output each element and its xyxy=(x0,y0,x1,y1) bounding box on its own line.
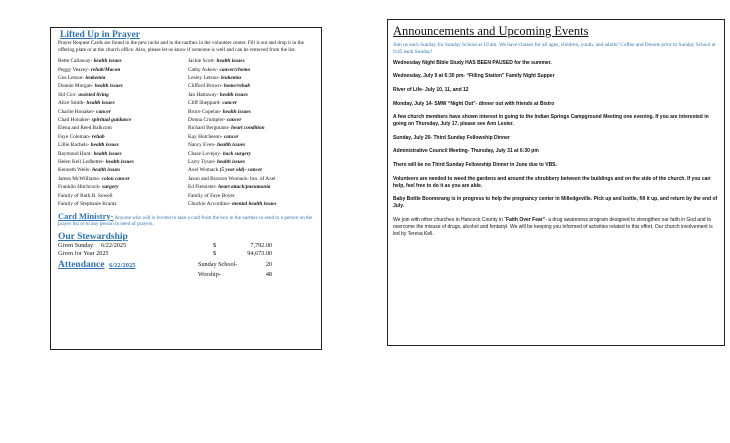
announcement-item: There will be no Third Sunday Fellowship Dinner in June due to VBS. xyxy=(393,162,557,169)
prayer-condition: cancer xyxy=(226,117,242,124)
prayer-condition: back surgery xyxy=(223,150,252,157)
prayer-list-item xyxy=(58,66,188,74)
prayer-name: Lesley Letson- xyxy=(188,75,220,81)
prayer-name: Peggy Veazey- xyxy=(58,66,90,73)
prayer-condition: surgery xyxy=(102,184,119,191)
stewardship-row xyxy=(58,242,314,250)
prayer-condition: mental health issues xyxy=(232,201,277,208)
prayer-list-item xyxy=(58,141,188,149)
prayer-condition: heart condition xyxy=(231,125,265,132)
announcement-item: Sunday, July 20- Third Sunday Fellowship Dinner xyxy=(393,134,510,141)
prayer-name: Axel Womack xyxy=(188,167,219,174)
prayer-list-item xyxy=(188,192,318,200)
prayer-list xyxy=(58,57,314,208)
prayer-name: Jan Hattaway- xyxy=(188,91,219,98)
prayer-list-item xyxy=(58,150,188,158)
prayer-name: Bruce Copelan- xyxy=(188,108,222,115)
prayer-name: Family of Ruth B. Sowell xyxy=(58,192,113,199)
prayer-name: Clifford Brown- xyxy=(188,83,223,90)
prayer-condition: spiritual guidance xyxy=(91,117,132,124)
announcement-item: Monday, July 14- SMW “Night Out”- dinner out with friends at Bistro xyxy=(393,100,555,107)
prayer-list-item xyxy=(188,91,318,99)
stewardship-amount: 7,792.00 xyxy=(250,241,272,249)
prayer-condition: home/rehab xyxy=(223,83,251,90)
prayer-condition: cancer xyxy=(96,108,111,115)
prayer-name: Cathy Askew- xyxy=(188,66,219,73)
attendance-row xyxy=(58,261,314,270)
prayer-condition: cancer/chemo xyxy=(219,66,251,73)
prayer-list-item xyxy=(58,124,188,132)
prayer-list-item xyxy=(188,175,318,183)
prayer-condition: cancer xyxy=(223,133,239,140)
stewardship-amount: 94,673.00 xyxy=(247,249,272,257)
stewardship-row xyxy=(58,250,314,258)
prayer-name: Gus Letson- xyxy=(58,75,85,81)
prayer-condition: assisted living xyxy=(78,91,109,98)
prayer-condition: health issues xyxy=(92,167,121,174)
prayer-condition: health issues xyxy=(217,142,246,149)
prayer-condition: rehab/Macon xyxy=(90,66,121,73)
prayer-condition: (5 year old)- cancer xyxy=(219,167,263,174)
prayer-name: Nancy Even- xyxy=(188,142,216,149)
prayer-intro: Prayer Request Cards are found in the pew racks and in the narthex in the volunteer center. Fill it out and drop it in the offering plate or at the church office. Also, please let us know if someone is well and can be removed from the list. xyxy=(58,40,304,53)
prayer-list-item xyxy=(58,175,188,183)
announcement-item: Administrative Council Meeting- Thursday, July 31 at 6:30 pm xyxy=(393,148,539,155)
card-ministry xyxy=(58,210,314,228)
prayer-list-item xyxy=(188,133,318,141)
announcement-item: Volunteers are needed to weed the gardens and around the shrubbery between the buildings and on the side of the church. If you can help, feel free to do it as you are able. xyxy=(393,175,711,189)
prayer-name: Donnie Morgan- xyxy=(58,83,94,90)
prayer-list-item xyxy=(188,124,318,132)
prayer-list-item xyxy=(188,57,318,65)
prayer-name: Alice Smith- xyxy=(58,100,86,107)
card-ministry-title: Card Ministry- xyxy=(58,210,114,221)
prayer-list-item xyxy=(58,108,188,116)
prayer-list-item xyxy=(188,141,318,149)
prayer-name: Family of Faye Boyer xyxy=(188,192,235,199)
prayer-name: Lillie Rachels- xyxy=(58,142,90,149)
prayer-name: Bette Callaway- xyxy=(58,58,93,65)
attendance-label: Sunday School- xyxy=(198,261,238,269)
prayer-name: Jason and Braxton Womack- bro. of Axel xyxy=(188,175,276,182)
prayer-name: Kay Hutcheson- xyxy=(188,133,223,140)
prayer-list-item xyxy=(188,200,318,208)
stewardship-label: Given for Year 2025 xyxy=(58,249,109,257)
prayer-condition: health issues xyxy=(222,108,251,115)
prayer-name: Cliff Sheppard- xyxy=(188,100,222,107)
prayer-title: Lifted Up in Prayer xyxy=(60,30,140,40)
prayer-list-item xyxy=(58,158,188,166)
prayer-condition: health issues xyxy=(93,58,122,65)
prayer-condition: health issues xyxy=(86,100,115,107)
announcements-intro: Join us each Sunday for Sunday School at 10 am. We have classes for all ages, children, youth, and adults! Coffee and Donuts prior to Sunday School at 9:45 each Sunday! xyxy=(393,42,716,55)
prayer-name: Richard Bergmann- xyxy=(188,125,230,132)
prayer-list-item xyxy=(188,82,318,90)
prayer-list-item xyxy=(188,150,318,158)
card-ministry-text: Anyone who will is invited to take a card from the box in the narthex to send to a person on the prayer list or to any person in need of prayers. xyxy=(58,214,313,228)
prayer-condition: leukemia xyxy=(85,75,106,81)
prayer-condition: heart attack/pneumonia xyxy=(218,184,271,191)
prayer-name: Helen Kell Ledbetter- xyxy=(58,159,105,166)
attendance-label: Worship- xyxy=(198,270,221,278)
prayer-list-item xyxy=(58,133,188,141)
announcement-item: Wednesday Night Bible Study HAS BEEN PAUSED for the summer. xyxy=(393,59,552,66)
attendance-heading: Attendance 6/22/2025 xyxy=(58,260,136,271)
stewardship-label: Given Sunday 6/22/2025 xyxy=(58,241,127,249)
stewardship-title: Our Stewardship xyxy=(58,231,128,242)
prayer-panel xyxy=(50,27,322,350)
announcements-panel xyxy=(387,19,725,346)
stewardship-table xyxy=(58,242,314,259)
prayer-list-item xyxy=(188,183,318,191)
prayer-list-item xyxy=(58,166,188,174)
prayer-list-col2 xyxy=(188,57,318,208)
prayer-name: Sid Cox- xyxy=(58,91,77,98)
prayer-condition: health issues xyxy=(219,91,248,98)
prayer-list-item xyxy=(188,99,318,107)
prayer-list-item xyxy=(188,116,318,124)
prayer-name: Elena and Reed Balkcom xyxy=(58,125,112,132)
prayer-name: Donna Crumpler- xyxy=(188,117,226,124)
attendance-value: 48 xyxy=(265,270,272,278)
prayer-list-item xyxy=(58,192,188,200)
prayer-list-item xyxy=(58,99,188,107)
prayer-name: Ed Flemister- xyxy=(188,184,217,191)
prayer-name: Jackie Scott- xyxy=(188,58,216,65)
prayer-name: Kenneth Wells- xyxy=(58,167,91,174)
prayer-name: Family of Stephanie Krantz xyxy=(58,201,117,208)
prayer-name: James McWilliams- xyxy=(58,175,101,182)
announcements-title: Announcements and Upcoming Events xyxy=(393,24,589,38)
announcement-item: Wednesday, July 9 at 6:30 pm- “Filling Station” Family Night Supper xyxy=(393,73,555,80)
prayer-list-item xyxy=(58,82,188,90)
prayer-list-item xyxy=(58,74,188,82)
prayer-condition: health issues xyxy=(216,159,246,166)
prayer-list-item xyxy=(58,91,188,99)
prayer-name: Charlie Honaker- xyxy=(58,108,95,115)
prayer-name: Larry Tyson- xyxy=(188,159,216,166)
prayer-condition: colon cancer xyxy=(101,175,130,182)
prayer-list-item xyxy=(188,108,318,116)
prayer-list-item xyxy=(58,183,188,191)
prayer-condition: health issues xyxy=(105,159,134,166)
stewardship-currency: $ xyxy=(213,249,217,257)
prayer-list-item xyxy=(188,74,318,82)
announcement-item: A few church members have shown interest in going to the Indian Springs Campground Meeting one evening. If you are interested in going on Thursday, July 17, please see Ann Lester. xyxy=(393,114,709,128)
prayer-name: Chase Lovejoy- xyxy=(188,150,222,157)
prayer-list-item xyxy=(188,158,318,166)
prayer-list-item xyxy=(188,66,318,74)
prayer-condition: health issues xyxy=(93,150,122,157)
prayer-condition: health issues xyxy=(94,83,123,90)
prayer-list-item xyxy=(58,200,188,208)
prayer-list-item xyxy=(58,116,188,124)
prayer-condition: leukemia xyxy=(220,75,241,81)
stewardship-currency: $ xyxy=(213,241,217,249)
prayer-name: Chad Honaker- xyxy=(58,117,91,124)
prayer-condition: health issues xyxy=(90,142,119,149)
attendance-row xyxy=(58,271,314,279)
prayer-condition: rehab xyxy=(91,133,105,140)
attendance-value: 20 xyxy=(265,261,272,269)
prayer-list-item xyxy=(58,57,188,65)
prayer-name: Faye Coleman- xyxy=(58,133,91,140)
announcements-list xyxy=(393,60,719,211)
prayer-condition: cancer xyxy=(222,100,238,107)
announcement-item: River of Life- July 10, 11, and 12 xyxy=(393,87,469,93)
prayer-name: Franklin Hitchcock- xyxy=(58,184,101,191)
prayer-condition: health issues xyxy=(216,58,245,65)
prayer-name: Raymond Hunt- xyxy=(58,150,93,157)
prayer-list-item xyxy=(188,166,318,174)
announcement-item: Baby Bottle Boomerang is in progress to help the pregnancy center in Milledgeville. Pick up and bottle, fill it up, and return by the end of July. xyxy=(393,196,718,210)
announcement-item: We join with other churches in Hancock County in “Faith Over Fear”- a drug awareness program designed to strengthen our faith in God and to overcome the misuse of drugs, alcohol and fentanyl. We will be keeping you informed of activities related to this effort. Our church involvement is led by Teresa Kell. xyxy=(393,217,713,238)
prayer-list-col1 xyxy=(58,57,188,208)
prayer-name: Chuckie Accordino- xyxy=(188,201,231,208)
